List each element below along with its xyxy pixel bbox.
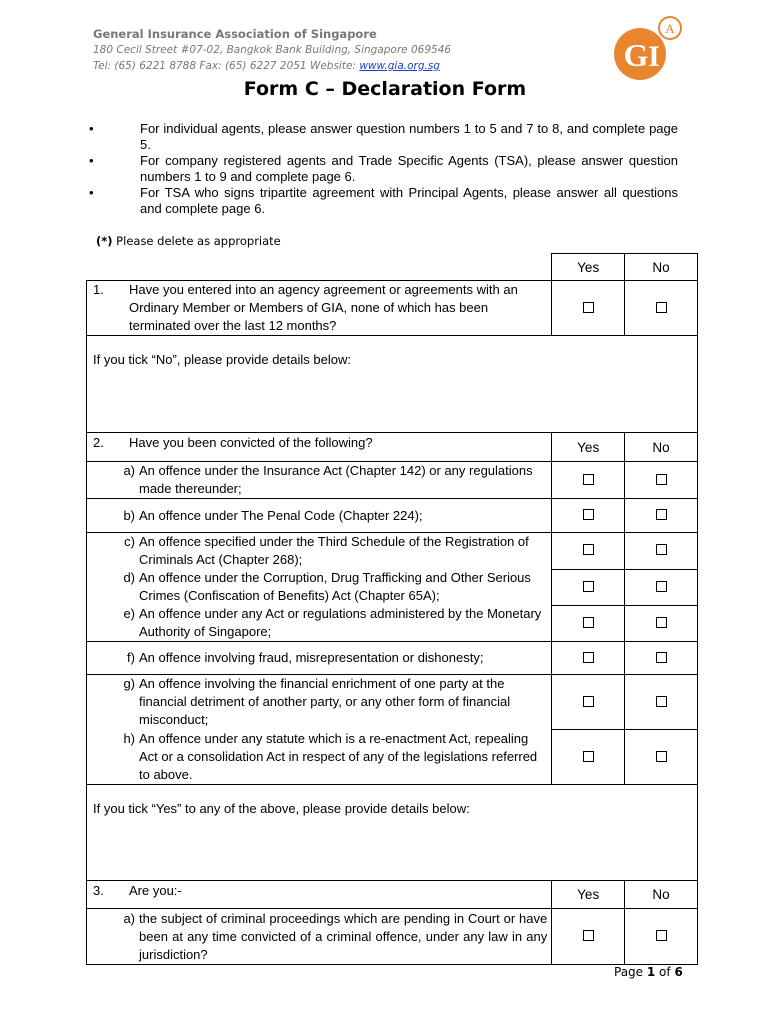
item-text: An offence specified under the Third Schedule of the Registration of Criminals Act (Chapter 268); bbox=[139, 534, 529, 567]
note-text: Please delete as appropriate bbox=[112, 234, 281, 248]
yes-checkbox[interactable] bbox=[583, 652, 594, 663]
delete-note bbox=[96, 234, 281, 248]
org-contact bbox=[93, 58, 451, 74]
question-2c-row bbox=[87, 533, 698, 570]
page-number: Page 1 of 6 bbox=[614, 965, 683, 979]
yes-header: Yes bbox=[552, 881, 625, 909]
yes-header: Yes bbox=[552, 254, 625, 281]
yes-checkbox[interactable] bbox=[583, 696, 594, 707]
details-prompt: If you tick “Yes” to any of the above, please provide details below: bbox=[93, 801, 470, 816]
svg-text:A: A bbox=[665, 21, 675, 36]
form-title: Form C – Declaration Form bbox=[243, 78, 527, 100]
org-name: General Insurance Association of Singapore bbox=[93, 27, 377, 41]
q1-details-area[interactable] bbox=[87, 336, 698, 433]
item-label: a) bbox=[123, 910, 135, 926]
no-checkbox[interactable] bbox=[656, 581, 667, 592]
no-checkbox[interactable] bbox=[656, 751, 667, 762]
yes-checkbox[interactable] bbox=[583, 544, 594, 555]
question-text: Have you been convicted of the following? bbox=[129, 435, 373, 450]
item-label: d) bbox=[123, 570, 135, 585]
item-text: An offence under any Act or regulations administered by the Monetary Authority of Singapore; bbox=[139, 606, 542, 639]
item-text: An offence under the Corruption, Drug Trafficking and Other Serious Crimes (Confiscation of Benefits) Act (Chapter 65A); bbox=[139, 570, 531, 603]
svg-text:G: G bbox=[623, 37, 649, 73]
question-number: 3. bbox=[93, 883, 104, 898]
yes-checkbox[interactable] bbox=[583, 617, 594, 628]
current-page: 1 bbox=[646, 965, 656, 979]
no-header: No bbox=[625, 881, 698, 909]
question-3a-row bbox=[87, 909, 698, 965]
item-label: a) bbox=[123, 463, 135, 478]
website-link[interactable]: www.gia.org.sg bbox=[359, 60, 440, 72]
item-text: An offence involving fraud, misrepresentation or dishonesty; bbox=[139, 650, 484, 665]
svg-text:I: I bbox=[648, 40, 660, 73]
item-label: h) bbox=[123, 730, 135, 746]
question-2-row bbox=[87, 433, 698, 462]
item-label: f) bbox=[127, 650, 135, 665]
yes-checkbox[interactable] bbox=[583, 581, 594, 592]
question-number: 1. bbox=[93, 282, 104, 297]
item-text: An offence under The Penal Code (Chapter 224); bbox=[139, 507, 423, 523]
total-pages: 6 bbox=[674, 965, 683, 979]
yes-checkbox[interactable] bbox=[583, 509, 594, 520]
no-checkbox[interactable] bbox=[656, 544, 667, 555]
no-checkbox[interactable] bbox=[656, 509, 667, 520]
no-checkbox[interactable] bbox=[656, 696, 667, 707]
header-spacer bbox=[87, 254, 552, 281]
no-checkbox[interactable] bbox=[656, 474, 667, 485]
no-checkbox[interactable] bbox=[656, 617, 667, 628]
question-2a-row bbox=[87, 462, 698, 499]
question-1-row bbox=[87, 281, 698, 336]
question-text: Are you:- bbox=[129, 883, 182, 898]
org-address: 180 Cecil Street #07-02, Bangkok Bank Building, Singapore 069546 bbox=[93, 44, 452, 56]
question-3-row bbox=[87, 881, 698, 909]
instruction-item: • For individual agents, please answer question numbers 1 to 5 and 7 to 8, and complete page 5. bbox=[88, 121, 678, 153]
question-2h-row bbox=[87, 730, 698, 785]
item-text: the subject of criminal proceedings which are pending in Court or have been at any time convicted of a criminal offence, under any law in any jurisdiction? bbox=[139, 910, 548, 962]
question-2e-row bbox=[87, 605, 698, 642]
no-header: No bbox=[625, 433, 698, 462]
item-text: An offence under any statute which is a re-enactment Act, repealing Act or a consolidation Act in respect of any of the legislations referred to above. bbox=[139, 730, 538, 782]
no-checkbox[interactable] bbox=[656, 652, 667, 663]
no-checkbox[interactable] bbox=[656, 930, 667, 941]
question-text: Have you entered into an agency agreement or agreements with an Ordinary Member or Members of GIA, none of which has been terminated over the last 12 months? bbox=[129, 282, 518, 333]
question-2d-row bbox=[87, 569, 698, 605]
yes-checkbox[interactable] bbox=[583, 930, 594, 941]
question-2b-row bbox=[87, 499, 698, 533]
question-2f-row bbox=[87, 642, 698, 675]
yes-checkbox[interactable] bbox=[583, 474, 594, 485]
yes-checkbox[interactable] bbox=[583, 751, 594, 762]
no-header: No bbox=[625, 254, 698, 281]
item-label: g) bbox=[123, 676, 135, 692]
tel-fax: Tel: (65) 6221 8788 Fax: (65) 6227 2051 Website: bbox=[93, 60, 360, 72]
question-number: 2. bbox=[93, 435, 104, 450]
instruction-item: • For company registered agents and Trade Specific Agents (TSA), please answer question numbers 1 to 9 and complete page 6. bbox=[88, 153, 678, 185]
yes-header: Yes bbox=[552, 433, 625, 462]
item-label: c) bbox=[124, 534, 135, 549]
no-checkbox[interactable] bbox=[656, 302, 667, 313]
yes-checkbox[interactable] bbox=[583, 302, 594, 313]
instruction-item: • For TSA who signs tripartite agreement with Principal Agents, please answer all questions and complete page 6. bbox=[88, 185, 678, 217]
gia-logo bbox=[612, 14, 684, 84]
question-2g-row bbox=[87, 675, 698, 730]
note-marker: (*) bbox=[96, 234, 113, 248]
letterhead bbox=[93, 26, 451, 74]
declaration-table bbox=[86, 253, 698, 965]
item-text: An offence under the Insurance Act (Chapter 142) or any regulations made thereunder; bbox=[139, 463, 533, 496]
item-text: An offence involving the financial enrichment of one party at the financial detriment of another party, or any other form of financial misconduct; bbox=[139, 676, 511, 728]
item-label: e) bbox=[123, 606, 135, 621]
details-prompt: If you tick “No”, please provide details below: bbox=[93, 352, 351, 367]
q2-details-area[interactable] bbox=[87, 785, 698, 881]
item-label: b) bbox=[123, 507, 135, 523]
instructions bbox=[88, 121, 678, 217]
